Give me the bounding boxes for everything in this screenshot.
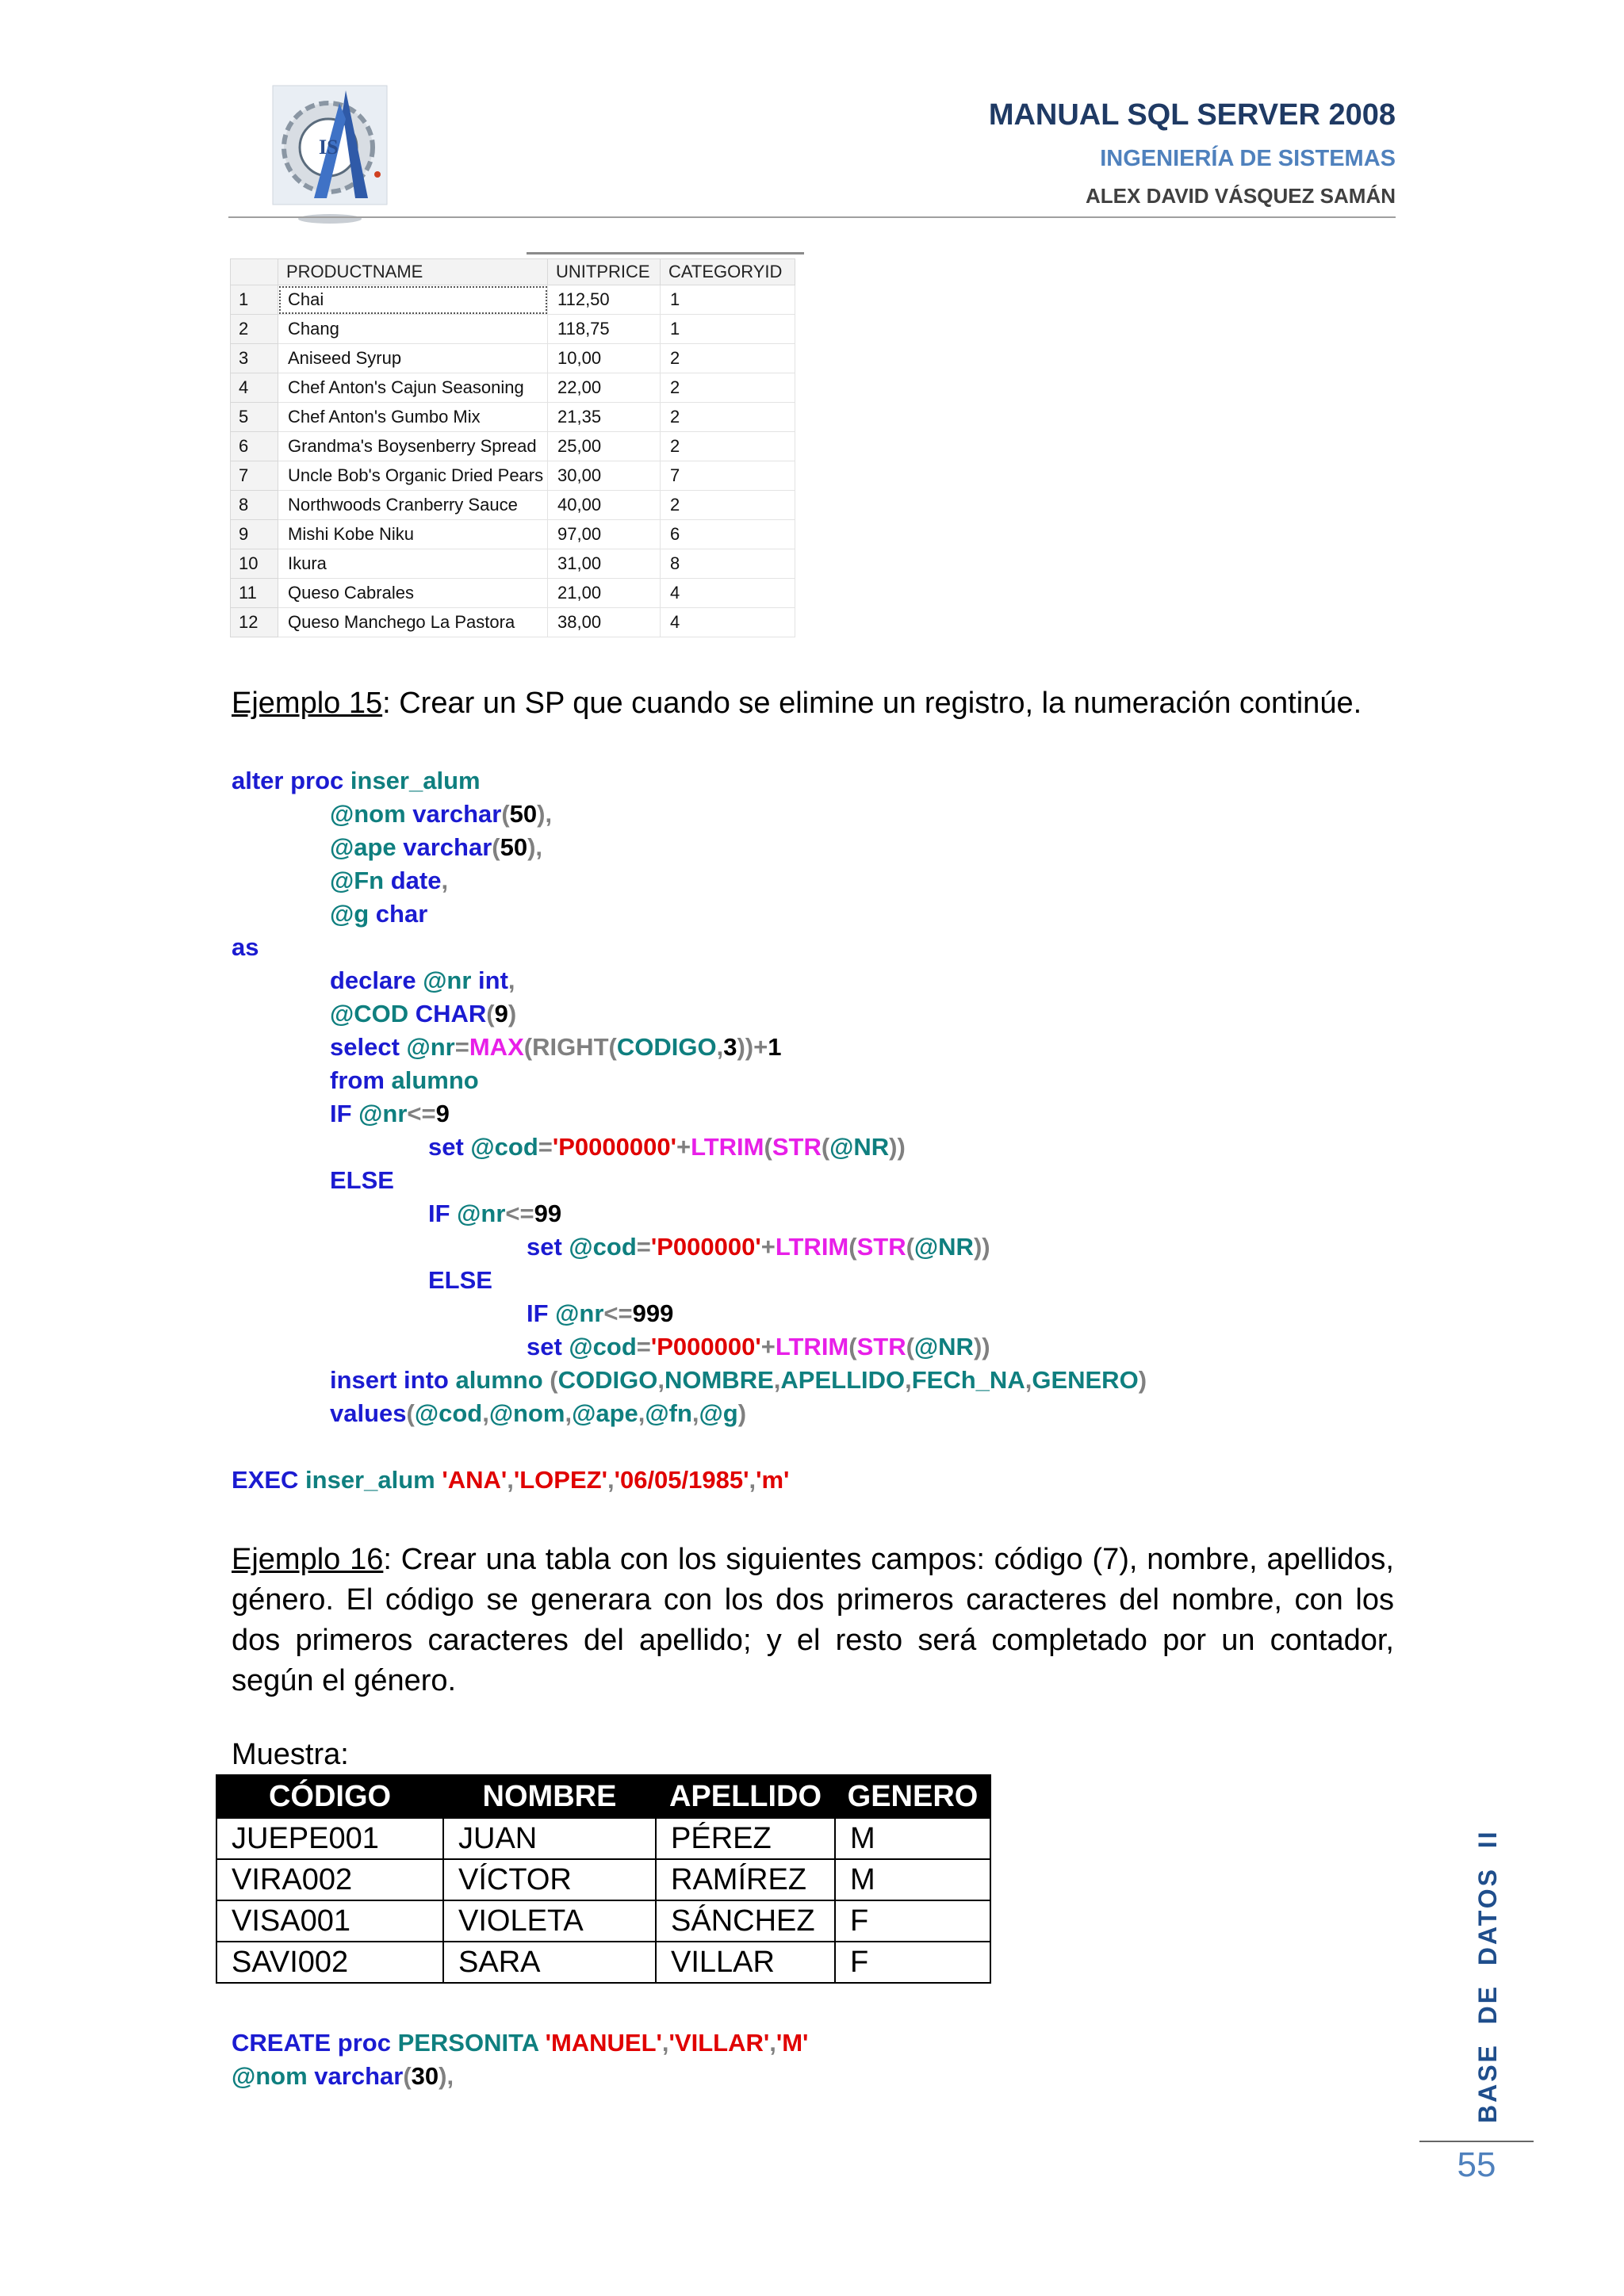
side-section-label: BASE DE DATOS II <box>1473 1829 1502 2123</box>
code-token: LTRIM <box>775 1233 849 1261</box>
sample-cell: VÍCTOR <box>443 1859 656 1900</box>
unit-price-cell[interactable]: 21,00 <box>548 579 661 608</box>
code-token: alter proc <box>232 767 350 794</box>
code-line <box>232 1264 1147 1297</box>
code-token: alumno <box>455 1366 550 1394</box>
grid-row[interactable] <box>231 608 795 637</box>
code-token: + <box>760 1233 776 1261</box>
code-token: , <box>607 1466 615 1494</box>
code-block-sp-inser-alum <box>232 764 1147 1430</box>
code-token: CHAR <box>415 1000 487 1027</box>
grid-row[interactable] <box>231 549 795 579</box>
code-token: ) <box>1138 1366 1147 1394</box>
code-token: 'LOPEZ' <box>513 1466 607 1494</box>
grid-column-header[interactable]: CATEGORYID <box>661 259 795 285</box>
sample-row <box>216 1818 990 1859</box>
page-number: 55 <box>1457 2145 1496 2184</box>
code-token: , <box>769 2029 776 2057</box>
code-token: @cod <box>470 1133 538 1161</box>
product-name-cell[interactable]: Uncle Bob's Organic Dried Pears <box>278 461 548 491</box>
row-number[interactable]: 1 <box>231 285 278 315</box>
category-id-cell[interactable]: 8 <box>661 549 795 579</box>
code-token: 50 <box>509 800 538 828</box>
svg-text:IS: IS <box>319 136 339 159</box>
code-token: 9 <box>494 1000 508 1027</box>
code-line <box>232 1064 1147 1097</box>
product-name-cell[interactable]: Chef Anton's Gumbo Mix <box>278 403 548 432</box>
product-name-cell[interactable]: Northwoods Cranberry Sauce <box>278 491 548 520</box>
code-line <box>232 1330 1147 1364</box>
category-id-cell[interactable]: 1 <box>661 315 795 344</box>
category-id-cell[interactable]: 2 <box>661 432 795 461</box>
code-token: STR <box>772 1133 822 1161</box>
code-token: @NR <box>914 1333 974 1360</box>
code-token: + <box>760 1333 776 1360</box>
code-token: @g <box>330 900 376 928</box>
code-token: , <box>773 1366 781 1394</box>
code-token: , <box>638 1399 645 1427</box>
code-token: @nr <box>406 1033 455 1061</box>
grid-row[interactable] <box>231 461 795 491</box>
code-token: = <box>454 1033 469 1061</box>
code-token: STR <box>856 1233 906 1261</box>
code-token: <= <box>505 1200 534 1227</box>
code-token: LTRIM <box>775 1333 849 1360</box>
code-token: 'm' <box>756 1466 790 1494</box>
code-line <box>232 1197 1147 1230</box>
example-16-paragraph <box>232 1540 1394 1701</box>
code-token: 'P000000' <box>650 1333 761 1360</box>
code-token: char <box>375 900 428 928</box>
row-number[interactable]: 2 <box>231 315 278 344</box>
document-author: ALEX DAVID VÁSQUEZ SAMÁN <box>1086 184 1396 208</box>
code-token: , <box>691 1399 699 1427</box>
category-id-cell[interactable]: 2 <box>661 344 795 373</box>
sample-row <box>216 1900 990 1942</box>
code-token: , <box>905 1366 912 1394</box>
page-number-divider <box>1419 2141 1534 2142</box>
sample-cell: VIOLETA <box>443 1900 656 1942</box>
code-token: ( <box>486 1000 495 1027</box>
code-block-exec <box>232 1464 789 1497</box>
sample-cell: RAMÍREZ <box>656 1859 835 1900</box>
code-token: FECh_NA <box>911 1366 1025 1394</box>
sample-row <box>216 1859 990 1900</box>
sample-cell: VISA001 <box>216 1900 443 1942</box>
unit-price-cell[interactable]: 31,00 <box>548 549 661 579</box>
institute-logo-icon <box>266 79 393 230</box>
product-name-cell[interactable]: Ikura <box>278 549 548 579</box>
code-token: ( <box>848 1333 857 1360</box>
code-token: ) <box>508 1000 517 1027</box>
sample-cell: PÉREZ <box>656 1818 835 1859</box>
code-token: @cod <box>569 1233 637 1261</box>
example-15-label: Ejemplo 15 <box>232 687 383 720</box>
row-number[interactable]: 3 <box>231 344 278 373</box>
product-name-cell[interactable]: Chai <box>278 285 548 315</box>
code-token: 99 <box>534 1200 562 1227</box>
code-token: as <box>232 933 259 961</box>
code-token: ( <box>764 1133 772 1161</box>
row-number-header <box>231 259 278 285</box>
sample-cell: SARA <box>443 1942 656 1983</box>
code-token: @nom <box>488 1399 565 1427</box>
code-line <box>232 997 1147 1031</box>
code-token: ( <box>906 1333 914 1360</box>
header-divider <box>228 216 1396 218</box>
unit-price-cell[interactable]: 22,00 <box>548 373 661 403</box>
row-number[interactable]: 6 <box>231 432 278 461</box>
code-token: @nr <box>358 1100 408 1127</box>
grid-column-header[interactable]: PRODUCTNAME <box>278 259 548 285</box>
sample-cell: VILLAR <box>656 1942 835 1983</box>
code-token: @NR <box>829 1133 890 1161</box>
row-number[interactable]: 8 <box>231 491 278 520</box>
code-token: @nom <box>232 2062 315 2090</box>
unit-price-cell[interactable]: 112,50 <box>548 285 661 315</box>
code-token: )) <box>889 1133 906 1161</box>
product-name-cell[interactable]: Aniseed Syrup <box>278 344 548 373</box>
code-token: varchar <box>403 833 492 861</box>
code-token: 30 <box>411 2062 439 2090</box>
code-token: ELSE <box>428 1266 492 1294</box>
code-token: @NR <box>914 1233 974 1261</box>
code-token: ))+ <box>737 1033 768 1061</box>
code-token: , <box>507 1466 514 1494</box>
code-token: from <box>330 1066 392 1094</box>
sample-cell: M <box>835 1859 990 1900</box>
code-token: varchar <box>412 800 502 828</box>
code-token: ), <box>527 833 543 861</box>
sample-cell: SÁNCHEZ <box>656 1900 835 1942</box>
code-token: CODIGO <box>557 1366 658 1394</box>
grid-column-header[interactable]: UNITPRICE <box>548 259 661 285</box>
code-token: set <box>527 1333 569 1360</box>
code-token: ( <box>848 1233 857 1261</box>
code-token: @nom <box>330 800 413 828</box>
code-token: @cod <box>414 1399 483 1427</box>
code-token: 999 <box>632 1299 674 1327</box>
sample-cell: F <box>835 1900 990 1942</box>
code-line <box>232 1364 1147 1397</box>
code-token: , <box>661 2029 669 2057</box>
code-token: declare <box>330 966 423 994</box>
code-token: ( <box>492 833 500 861</box>
code-token: proc <box>337 2029 398 2057</box>
code-token: int <box>478 966 508 994</box>
code-token: ELSE <box>330 1166 394 1194</box>
grid-row[interactable] <box>231 579 795 608</box>
example-16-text: : Crear una tabla con los siguientes campos: código (7), nombre, apellidos, género. El código se generara con los dos primeros caracteres del nombre, con los dos primeros caracteres del apellido; y el resto será completado por un contador, según el género. <box>232 1543 1394 1697</box>
code-line <box>232 1097 1147 1131</box>
code-token: NOMBRE <box>664 1366 774 1394</box>
category-id-cell[interactable]: 4 <box>661 608 795 637</box>
code-token: <= <box>603 1299 633 1327</box>
code-token: , <box>441 867 449 894</box>
code-token: 9 <box>435 1100 450 1127</box>
code-token: MAX <box>469 1033 524 1061</box>
code-token: , <box>716 1033 724 1061</box>
code-token: )) <box>973 1333 990 1360</box>
grid-row[interactable] <box>231 344 795 373</box>
product-name-cell[interactable]: Chef Anton's Cajun Seasoning <box>278 373 548 403</box>
unit-price-cell[interactable]: 118,75 <box>548 315 661 344</box>
code-token: @g <box>699 1399 738 1427</box>
category-id-cell[interactable]: 6 <box>661 520 795 549</box>
code-token: 'VILLAR' <box>668 2029 770 2057</box>
row-number[interactable]: 12 <box>231 608 278 637</box>
product-name-cell[interactable]: Mishi Kobe Niku <box>278 520 548 549</box>
code-token: , <box>1025 1366 1032 1394</box>
code-token: STR <box>856 1333 906 1360</box>
grid-row[interactable] <box>231 432 795 461</box>
code-line <box>232 764 1147 798</box>
code-line <box>232 1230 1147 1264</box>
code-line <box>232 964 1147 997</box>
sample-cell: M <box>835 1818 990 1859</box>
code-line <box>232 2060 808 2093</box>
row-number[interactable]: 10 <box>231 549 278 579</box>
unit-price-cell[interactable]: 25,00 <box>548 432 661 461</box>
code-line <box>232 1297 1147 1330</box>
code-token: , <box>482 1399 489 1427</box>
code-token: <= <box>407 1100 436 1127</box>
code-token: @COD <box>330 1000 416 1027</box>
unit-price-cell[interactable]: 40,00 <box>548 491 661 520</box>
sample-header-row <box>216 1775 990 1818</box>
category-id-cell[interactable]: 2 <box>661 403 795 432</box>
sample-column-header: NOMBRE <box>443 1775 656 1818</box>
sample-cell: F <box>835 1942 990 1983</box>
sample-cell: JUAN <box>443 1818 656 1859</box>
grid-row[interactable] <box>231 520 795 549</box>
code-token: @nr <box>555 1299 604 1327</box>
unit-price-cell[interactable]: 97,00 <box>548 520 661 549</box>
code-token: 'MANUEL' <box>545 2029 662 2057</box>
grid-header-row <box>231 259 795 285</box>
category-id-cell[interactable]: 2 <box>661 491 795 520</box>
code-line <box>232 1131 1147 1164</box>
code-line <box>232 1031 1147 1064</box>
code-token: set <box>428 1133 471 1161</box>
code-token: inser_alum <box>305 1466 442 1494</box>
category-id-cell[interactable]: 4 <box>661 579 795 608</box>
results-table <box>230 258 795 637</box>
grid-row[interactable] <box>231 373 795 403</box>
code-line <box>232 831 1147 864</box>
code-token: ( <box>821 1133 830 1161</box>
row-number[interactable]: 9 <box>231 520 278 549</box>
code-line <box>232 864 1147 897</box>
code-block-personita <box>232 2026 808 2093</box>
code-line <box>232 1164 1147 1197</box>
code-line <box>232 897 1147 931</box>
code-token: , <box>565 1399 573 1427</box>
code-token: '06/05/1985' <box>614 1466 749 1494</box>
grid-row[interactable] <box>231 285 795 315</box>
code-token: alumno <box>391 1066 479 1094</box>
code-token: 'ANA' <box>442 1466 508 1494</box>
code-token: 'P0000000' <box>552 1133 676 1161</box>
example-16-label: Ejemplo 16 <box>232 1543 384 1576</box>
code-token: date <box>390 867 442 894</box>
code-token: , <box>657 1366 665 1394</box>
product-name-cell[interactable]: Queso Manchego La Pastora <box>278 608 548 637</box>
code-token: @cod <box>569 1333 637 1360</box>
row-number[interactable]: 7 <box>231 461 278 491</box>
category-id-cell[interactable]: 1 <box>661 285 795 315</box>
code-token: , <box>749 1466 756 1494</box>
grid-row[interactable] <box>231 491 795 520</box>
code-token: IF <box>330 1100 359 1127</box>
sample-table <box>216 1774 991 1984</box>
code-token: = <box>538 1133 553 1161</box>
product-name-cell[interactable]: Grandma's Boysenberry Spread <box>278 432 548 461</box>
example-15-text: : Crear un SP que cuando se elimine un registro, la numeración continúe. <box>382 687 1362 720</box>
code-token: LTRIM <box>691 1133 764 1161</box>
code-token: @Fn <box>330 867 391 894</box>
code-token: ( <box>550 1366 558 1394</box>
code-token: EXEC <box>232 1466 306 1494</box>
code-token: set <box>527 1233 569 1261</box>
row-number[interactable]: 4 <box>231 373 278 403</box>
unit-price-cell[interactable]: 10,00 <box>548 344 661 373</box>
results-grid <box>230 252 804 644</box>
code-line <box>232 931 1147 964</box>
code-token: insert into <box>330 1366 456 1394</box>
code-token: APELLIDO <box>780 1366 906 1394</box>
unit-price-cell[interactable]: 30,00 <box>548 461 661 491</box>
code-token: 50 <box>500 833 528 861</box>
example-15-paragraph <box>232 683 1394 724</box>
sample-column-header: APELLIDO <box>656 1775 835 1818</box>
code-token: 3 <box>723 1033 737 1061</box>
sample-column-header: GENERO <box>835 1775 990 1818</box>
code-token: @ape <box>330 833 404 861</box>
code-token: ( <box>406 1399 415 1427</box>
product-name-cell[interactable]: Queso Cabrales <box>278 579 548 608</box>
code-token: values <box>330 1399 407 1427</box>
category-id-cell[interactable]: 7 <box>661 461 795 491</box>
code-token: IF <box>527 1299 556 1327</box>
code-token: )) <box>973 1233 990 1261</box>
code-token: ( <box>403 2062 412 2090</box>
grid-row[interactable] <box>231 315 795 344</box>
code-token: select <box>330 1033 407 1061</box>
code-line <box>232 798 1147 831</box>
code-token: = <box>636 1333 651 1360</box>
code-token: ) <box>737 1399 747 1427</box>
unit-price-cell[interactable]: 21,35 <box>548 403 661 432</box>
code-token: 'P000000' <box>650 1233 761 1261</box>
code-token: ), <box>439 2062 454 2090</box>
code-token: ( <box>501 800 510 828</box>
code-token: CREATE <box>232 2029 338 2057</box>
code-token: GENERO <box>1032 1366 1139 1394</box>
code-token: ( <box>906 1233 914 1261</box>
row-number[interactable]: 5 <box>231 403 278 432</box>
sample-label: Muestra: <box>232 1738 349 1771</box>
document-subtitle: INGENIERÍA DE SISTEMAS <box>1100 146 1396 171</box>
code-token: = <box>636 1233 651 1261</box>
code-line <box>232 2026 808 2060</box>
document-title: MANUAL SQL SERVER 2008 <box>988 98 1396 132</box>
code-line <box>232 1397 1147 1430</box>
code-token: @nr <box>457 1200 506 1227</box>
sample-column-header: CÓDIGO <box>216 1775 443 1818</box>
product-name-cell[interactable]: Chang <box>278 315 548 344</box>
sample-cell: JUEPE001 <box>216 1818 443 1859</box>
row-number[interactable]: 11 <box>231 579 278 608</box>
code-token: varchar <box>314 2062 404 2090</box>
code-line <box>232 1464 789 1497</box>
sample-row <box>216 1942 990 1983</box>
sample-cell: SAVI002 <box>216 1942 443 1983</box>
code-token: @nr <box>423 966 479 994</box>
code-token: CODIGO <box>616 1033 717 1061</box>
code-token: @fn <box>645 1399 692 1427</box>
code-token: IF <box>428 1200 458 1227</box>
code-token: inser_alum <box>350 767 481 794</box>
code-token: (RIGHT( <box>523 1033 617 1061</box>
code-token: ), <box>537 800 553 828</box>
code-token: 'M' <box>776 2029 809 2057</box>
code-token: PERSONITA <box>397 2029 546 2057</box>
category-id-cell[interactable]: 2 <box>661 373 795 403</box>
grid-row[interactable] <box>231 403 795 432</box>
code-token: 1 <box>768 1033 782 1061</box>
code-token: @ape <box>572 1399 638 1427</box>
sample-cell: VIRA002 <box>216 1859 443 1900</box>
code-token: , <box>508 966 515 994</box>
unit-price-cell[interactable]: 38,00 <box>548 608 661 637</box>
code-token: + <box>676 1133 691 1161</box>
